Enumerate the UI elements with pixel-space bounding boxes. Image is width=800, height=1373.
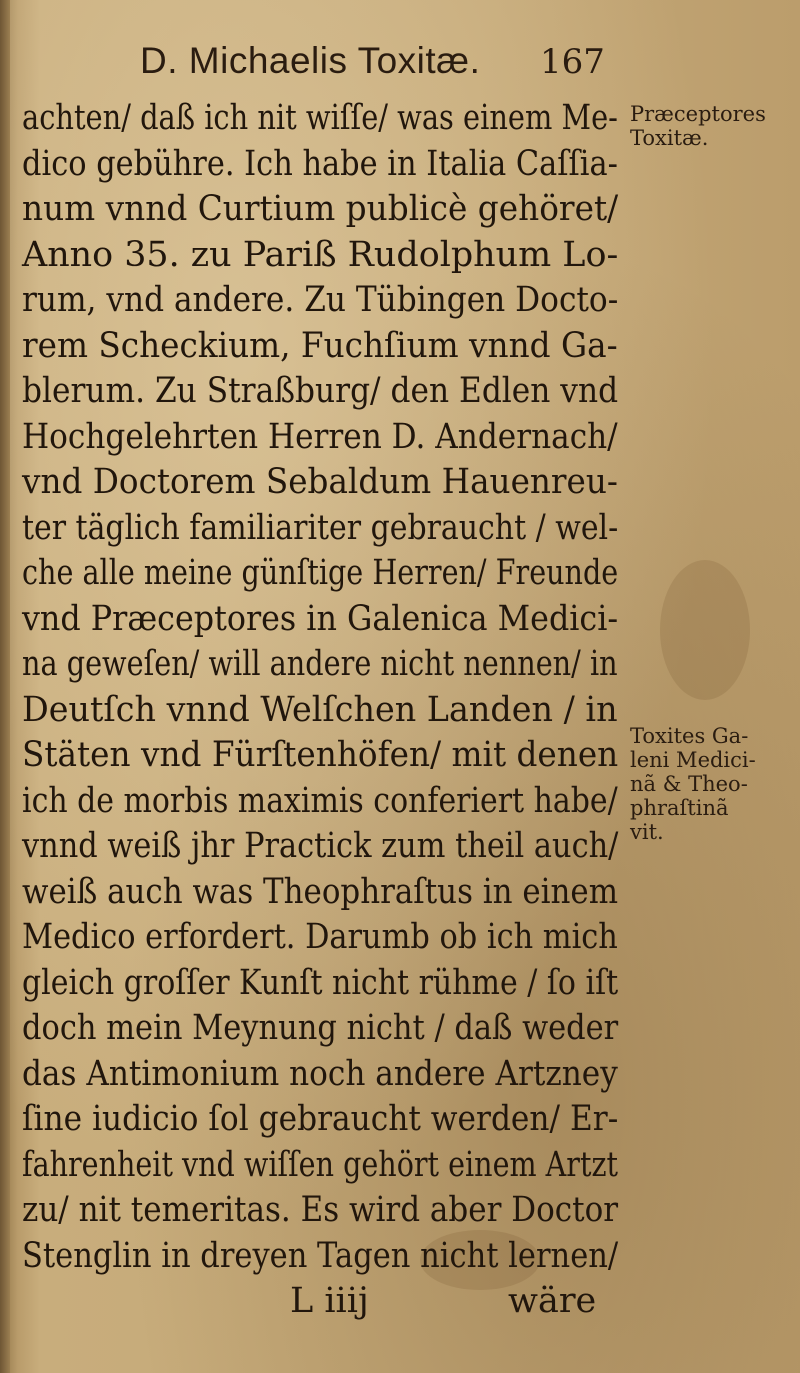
marginal-note-line: nã & Theo- <box>630 772 748 796</box>
text-line: vnnd weiß jhr Practick zum theil auch/ <box>22 826 619 866</box>
text-line: vnd Præceptores in Galenica Medici- <box>22 598 619 639</box>
marginal-note-line: Præceptores <box>630 102 766 126</box>
text-line: na geweſen/ will andere nicht nennen/ in <box>22 644 618 684</box>
text-line: rem Scheckium, Fuchſium vnnd Ga- <box>22 325 618 366</box>
paper-stain <box>660 560 750 700</box>
text-line: ich de morbis maximis conferiert habe/ <box>22 780 618 821</box>
marginal-note <box>630 102 766 150</box>
text-line: Anno 35. zu Pariß Rudolphum Lo- <box>22 234 619 275</box>
page-number: 167 <box>540 42 605 82</box>
text-line: Stäten vnd Fürſtenhöfen/ mit denen <box>22 735 619 775</box>
text-line: Stenglin in dreyen Tagen nicht lernen/ <box>22 1235 619 1276</box>
marginal-note-line: phraſtinã <box>630 796 729 820</box>
text-line: Medico erfordert. Darumb ob ich mich <box>22 917 618 957</box>
text-line: dico gebühre. Ich habe in Italia Caſſia- <box>22 143 618 184</box>
text-line: Hochgelehrten Herren D. Andernach/ <box>22 416 618 457</box>
text-line: Deutſch vnnd Welſchen Landen / in <box>22 689 618 730</box>
text-line: weiß auch was Theophraſtus in einem <box>22 871 619 912</box>
marginal-note-line: Toxites Ga- <box>630 724 749 748</box>
text-line: che alle meine günſtige Herren/ Freunde <box>22 553 619 593</box>
signature-mark: L iiij <box>290 1281 369 1321</box>
text-line: blerum. Zu Straßburg/ den Edlen vnd <box>22 371 619 411</box>
catchword: wäre <box>508 1281 597 1321</box>
text-line: achten/ daß ich nit wiſſe/ was einem Me- <box>22 98 618 138</box>
text-line: gleich groſſer Kunſt nicht rühme / ſo iſt <box>22 962 619 1003</box>
text-line: doch mein Meynung nicht / daß weder <box>22 1008 619 1048</box>
text-line: vnd Doctorem Sebaldum Hauenreu- <box>22 462 618 502</box>
page-gutter-edge <box>0 0 10 1373</box>
marginal-note-line: leni Medici- <box>630 748 756 772</box>
text-line: ter täglich familiariter gebraucht / wel- <box>22 507 619 548</box>
marginal-note <box>630 724 756 844</box>
body-text <box>22 96 622 1325</box>
marginal-note-line: Toxitæ. <box>630 126 709 150</box>
running-title: D. Michaelis Toxitæ. <box>140 40 481 81</box>
text-line: rum, vnd andere. Zu Tübingen Docto- <box>22 280 619 320</box>
text-line: zu/ nit temeritas. Es wird aber Doctor <box>22 1190 619 1230</box>
text-line: ſine iudicio ſol gebraucht werden/ Er- <box>22 1099 619 1139</box>
text-line: das Antimonium noch andere Artzney <box>22 1053 618 1094</box>
marginal-note-line: vit. <box>630 820 664 844</box>
text-line: fahrenheit vnd wiſſen gehört einem Artzt <box>22 1144 618 1185</box>
text-line: num vnnd Curtium publicè gehöret/ <box>22 189 619 229</box>
running-head <box>140 40 620 90</box>
catchword-line <box>22 1279 622 1325</box>
